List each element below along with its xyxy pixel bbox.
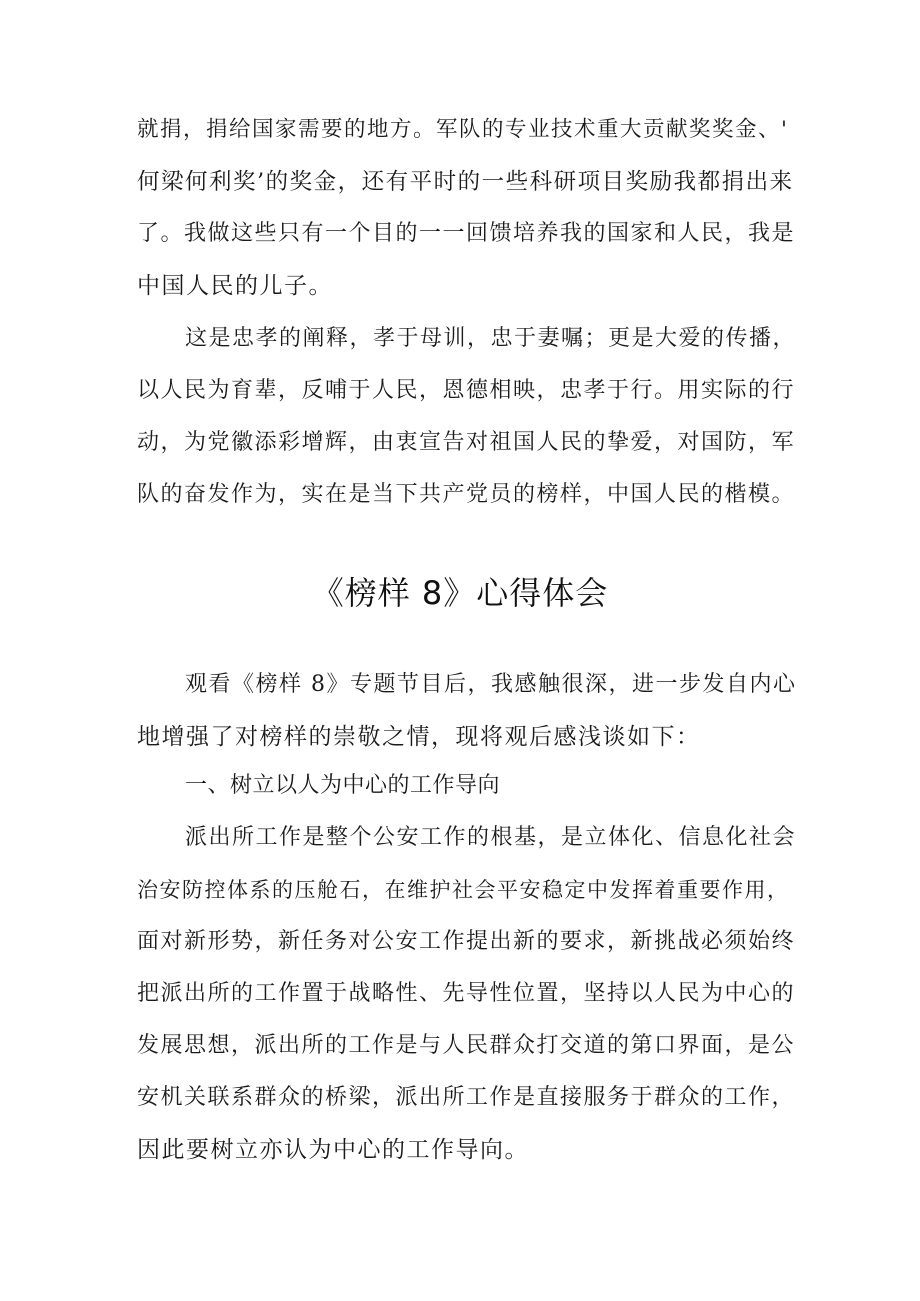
paragraph-line: 何梁何利奖’的奖金，还有平时的一些科研项目奖励我都捐出来 <box>137 169 794 195</box>
paragraph-continuation <box>137 104 797 312</box>
paragraph-line: 面对新形势，新任务对公安工作提出新的要求，新挑战必须始终 <box>137 929 796 954</box>
paragraph-line: 派出所工作是整个公安工作的根基，是立体化、信息化社会 <box>185 825 797 850</box>
paragraph-intro <box>137 659 797 763</box>
paragraph-line: 因此要树立亦认为中心的工作导向。 <box>137 1137 529 1163</box>
paragraph-line: 中国人民的儿子。 <box>137 273 333 299</box>
paragraph-line: 这是忠孝的阐释，孝于母训，忠于妻嘱；更是大爱的传播， <box>185 326 797 351</box>
paragraph-line: 把派出所的工作置于战略性、先导性位置，坚持以人民为中心的 <box>137 981 796 1006</box>
paragraph-line: 队的奋发作为，实在是当下共产党员的榜样，中国人民的楷模。 <box>137 482 796 507</box>
paragraph-line: 了。我做这些只有一个目的一一回馈培养我的国家和人民，我是 <box>137 221 796 246</box>
paragraph-line: 治安防控体系的压舱石，在维护社会平安稳定中发挥着重要作用， <box>137 878 790 902</box>
paragraph-line: 动，为党徽添彩增辉，由衷宣告对祖国人民的挚爱，对国防，军 <box>137 430 796 455</box>
paragraph-line: 地增强了对榜样的崇敬之情，现将观后感浅谈如下： <box>137 724 701 750</box>
paragraph-line: 观看《榜样 8》专题节目后，我感触很深，进一步发自内心 <box>185 672 797 697</box>
paragraph-line: 发展思想，派出所的工作是与人民群众打交道的第口界面，是公 <box>137 1033 796 1058</box>
section-heading: 一、树立以人为中心的工作导向 <box>185 773 501 798</box>
paragraph-line: 以人民为育辈，反哺于人民，恩德相映，忠孝于行。用实际的行 <box>137 378 796 403</box>
paragraph-line: 就捐，捐给国家需要的地方。军队的专业技术重大贡献奖奖金、' <box>137 117 789 142</box>
paragraph-commentary <box>137 313 797 521</box>
paragraph-line: 安机关联系群众的桥梁，派出所工作是直接服务于群众的工作， <box>137 1085 796 1110</box>
section-one <box>137 760 797 1176</box>
page-title: 《榜样 8》心得体会 <box>311 574 609 612</box>
